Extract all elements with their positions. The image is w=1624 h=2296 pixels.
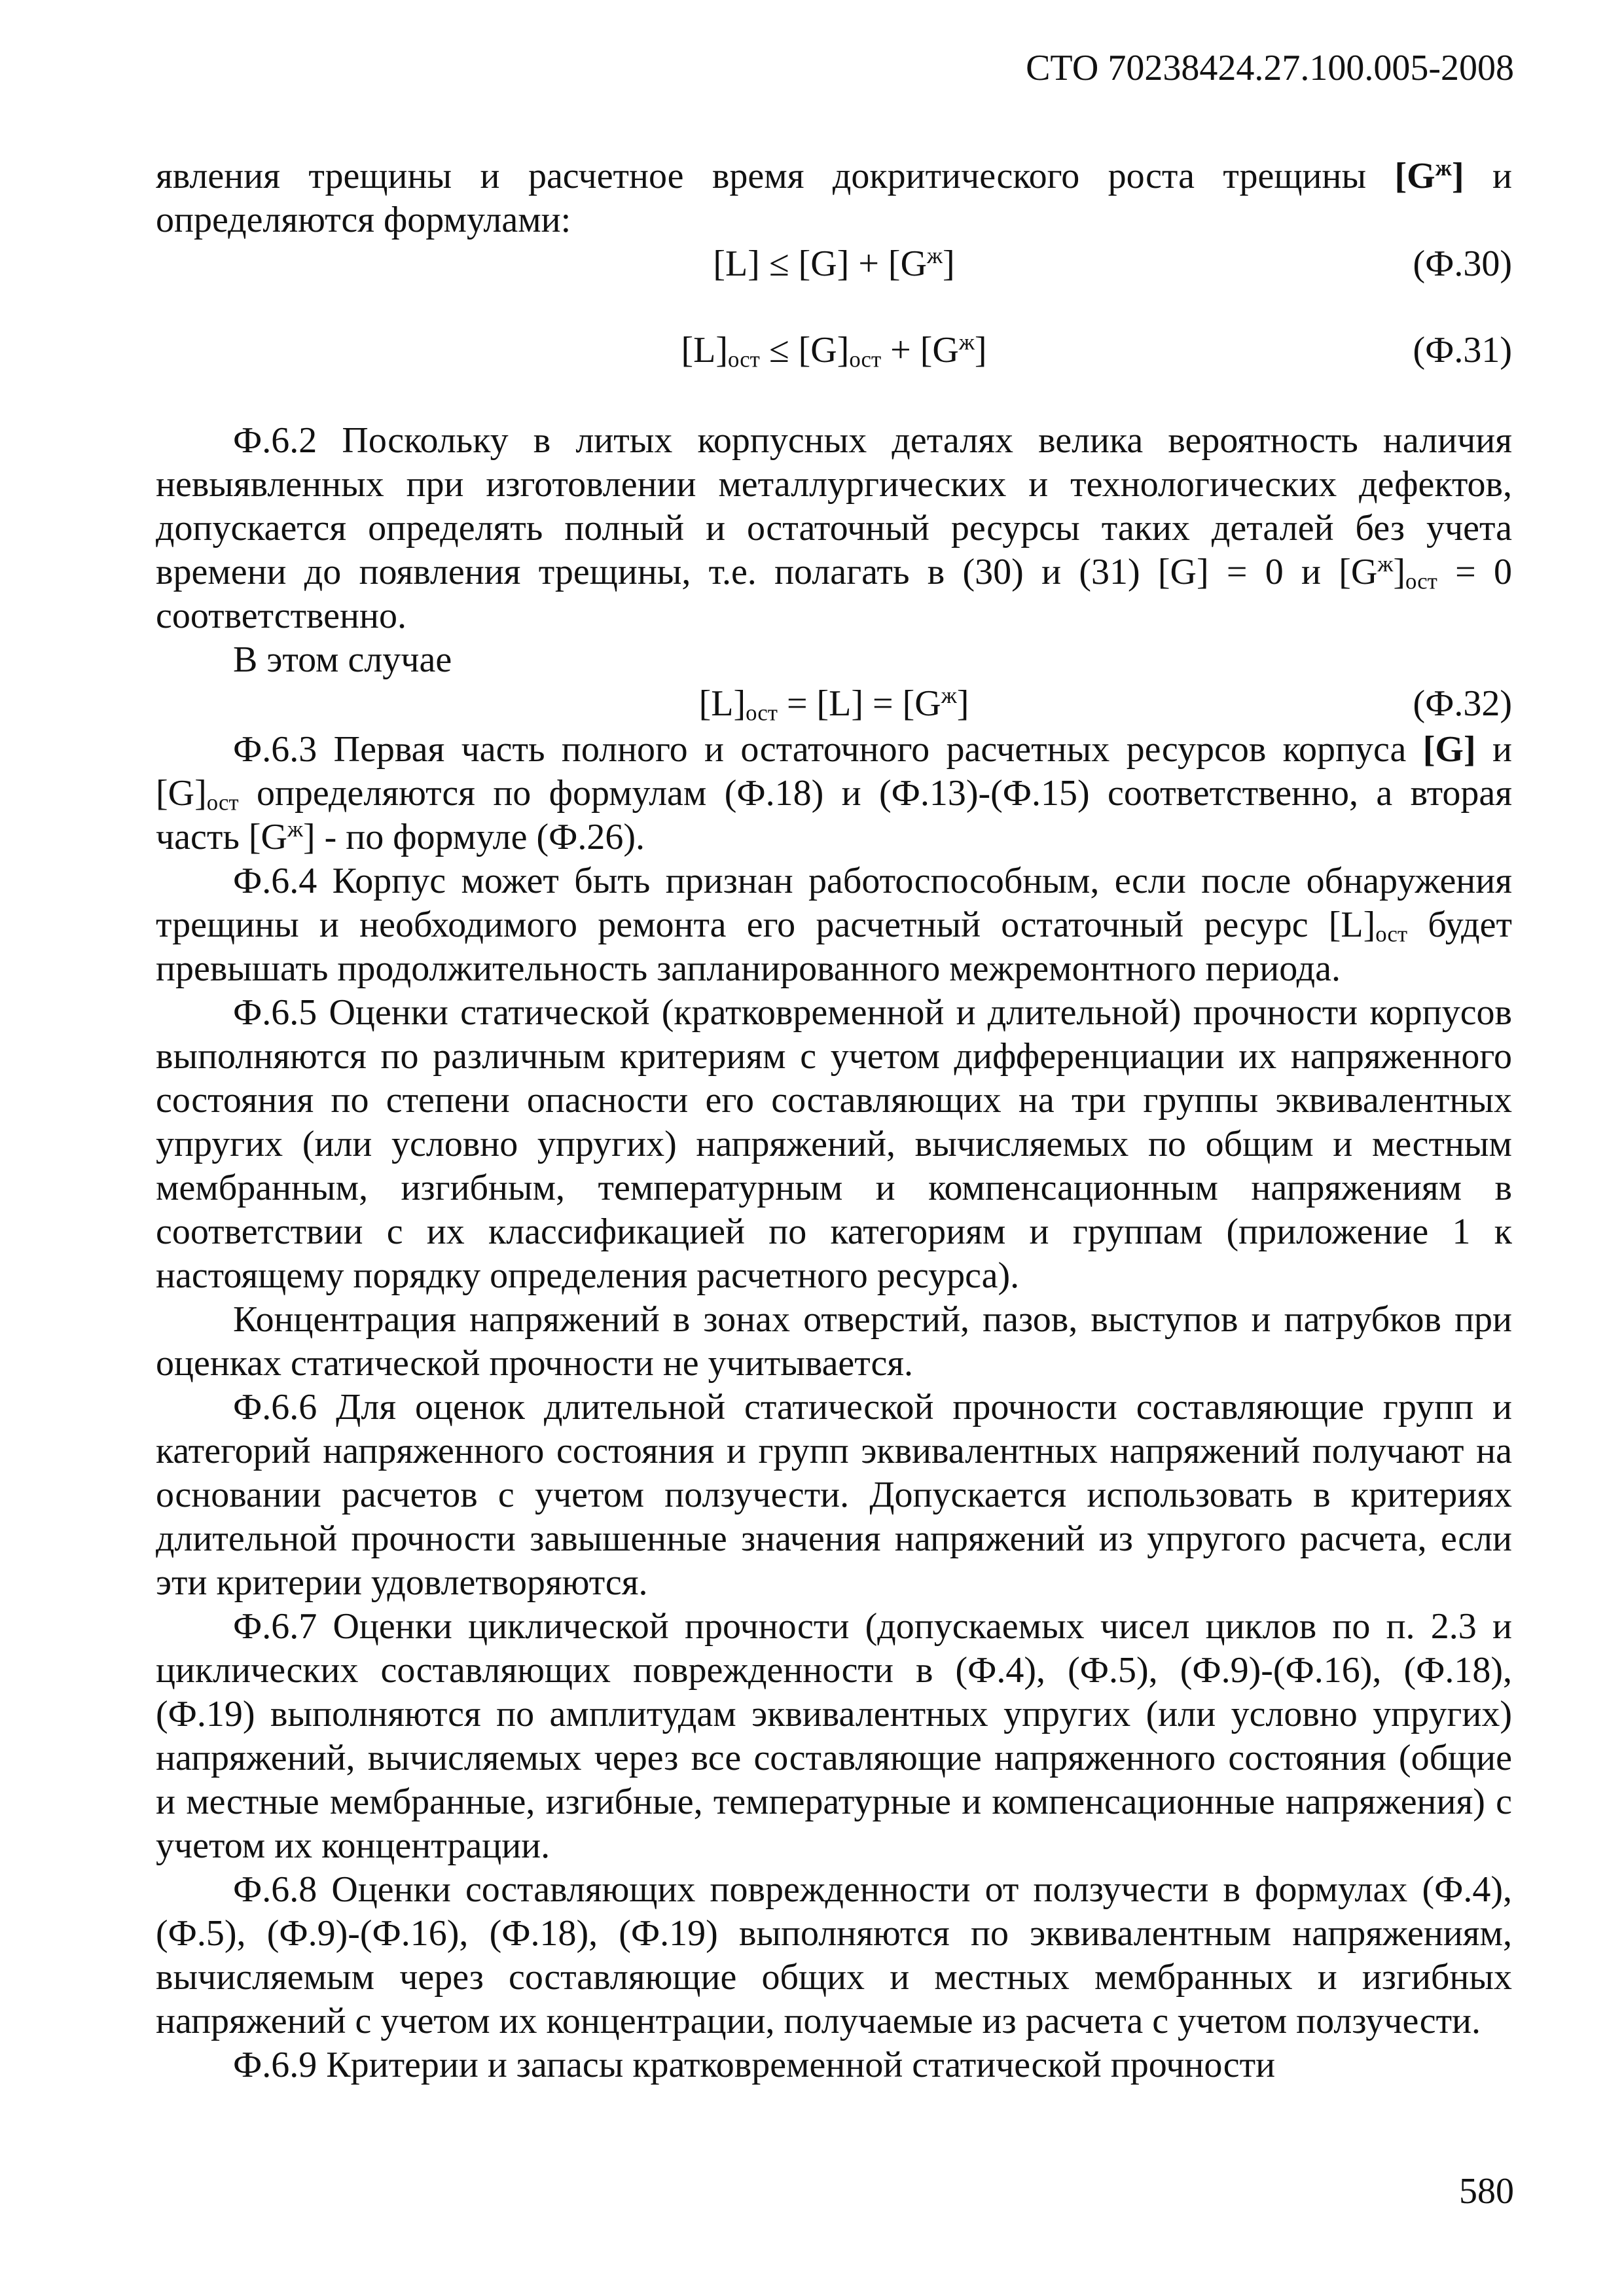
paragraph-6-8: Ф.6.8 Оценки составляющих поврежденности от ползучести в формулах (Ф.4), (Ф.5), (Ф.9)-(Ф.16), (Ф.18), (Ф.19) выполняются по эквивалентным напряжениям, вычисляемым через составляющие общих и местных мембранных и изгибных напряжений с учетом их концентрации, получаемые из расчета с учетом ползучести. — [156, 1869, 1512, 2041]
paragraph-6-6: Ф.6.6 Для оценок длительной статической прочности составляющие групп и категорий напряженного состояния и групп эквивалентных напряжений получают на основании расчетов с учетом ползучести. Допускается использовать в критериях длительной прочности завышенные значения напряжений из упругого расчета, если эти критерии удовлетворяются. — [156, 1387, 1512, 1603]
paragraph-6-7: Ф.6.7 Оценки циклической прочности (допускаемых чисел циклов по п. 2.3 и циклических составляющих поврежденности в (Ф.4), (Ф.5), (Ф.9)-(Ф.16), (Ф.18), (Ф.19) выполняются по амплитудам эквивалентных упругих (или условно упругих) напряжений, вычисляемых через все составляющие напряженного состояния (общие и местные мембранные, изгибные, температурные и компенсационные напряжения) с учетом их концентрации. — [156, 1606, 1512, 1866]
paragraph-6-2: Ф.6.2 Поскольку в литых корпусных деталях велика вероятность наличия невыявленных при изготовлении металлургических и технологических дефектов, допускается определять полный и остаточный ресурсы таких деталей без учета времени до появления трещины, т.е. полагать в (30) и (31) [G] = 0 и $[G^ж]_{ост} = 0$ соответственно. — [156, 420, 1512, 636]
formula-30-number: (Ф.30) — [1413, 243, 1512, 284]
paragraph-6-4: Ф.6.4 Корпус может быть признан работоспособным, если после обнаружения трещины и необходимого ремонта его расчетный остаточный ресурс $[L]_{ост}$ будет превышать продолжительность запланированного межремонтного периода. — [156, 861, 1512, 989]
formula-32-number: (Ф.32) — [1413, 683, 1512, 724]
paragraph-6-5-concentration: Концентрация напряжений в зонах отверстий, пазов, выступов и патрубков при оценках статической прочности не учитывается. — [156, 1299, 1512, 1384]
document-body — [156, 154, 1512, 2087]
intro-paragraph: явления трещины и расчетное время докритического роста трещины $[G^ж]$ и определяются формулами: — [156, 154, 1513, 240]
formula-30: $[L] \le [G] + [G^ж]$ (Ф.30) — [156, 242, 1512, 288]
bold-g-zh: $[G^ж]$ — [1394, 154, 1464, 196]
paragraph-6-2-case: В этом случае — [233, 639, 452, 680]
formula-32: $[L]_{ост} = [L] = [G^ж]$ (Ф.32) — [698, 682, 1512, 726]
formula-31-number: (Ф.31) — [1413, 330, 1512, 370]
paragraph-6-9: Ф.6.9 Критерии и запасы кратковременной статической прочности — [233, 2045, 1276, 2085]
paragraph-6-3: Ф.6.3 Первая часть полного и остаточного расчетных ресурсов корпуса [G] и $[G]_{ост}$ определяются по формулам (Ф.18) и (Ф.13)-(Ф.15) соответственно, а вторая часть $[G^ж]$ - по формуле (Ф.26). — [156, 729, 1512, 857]
paragraph-6-5: Ф.6.5 Оценки статической (кратковременной и длительной) прочности корпусов выполняются по различным критериям с учетом дифференциации их напряженного состояния по степени опасности его составляющих на три группы эквивалентных упругих (или условно упругих) напряжений, вычисляемых по общим и местным мембранным, изгибным, температурным и компенсационным напряжениям в соответствии с их классификацией по категориям и группам (приложение 1 к настоящему порядку определения расчетного ресурса). — [156, 992, 1512, 1296]
page-number: 580 — [1459, 2171, 1514, 2212]
formula-31: $[L]_{ост} \le [G]_{ост} + [G^ж]$ (Ф.31) — [681, 329, 1512, 372]
document-code-header: СТО 70238424.27.100.005-2008 — [1026, 48, 1514, 88]
